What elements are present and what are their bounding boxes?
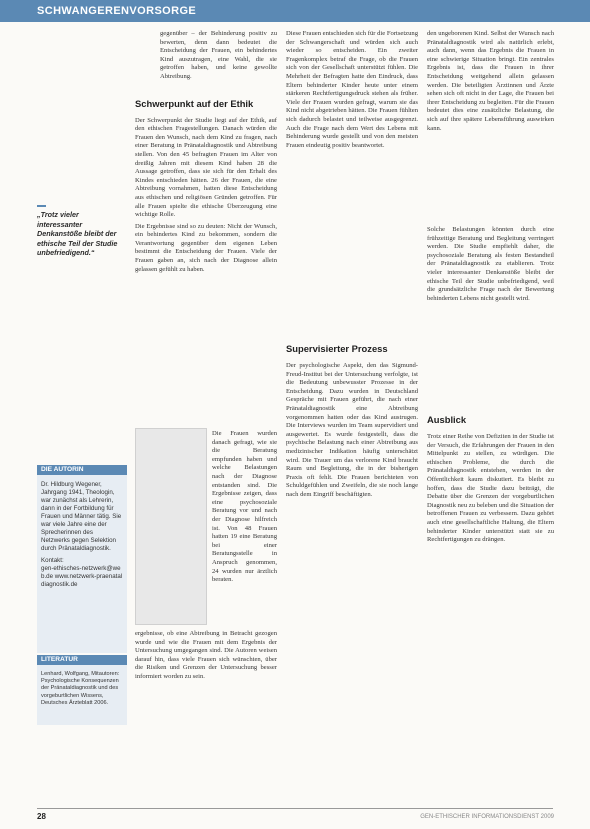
col2-ethik-para: Der Schwerpunkt der Studie liegt auf der Ethik, auf den ethischen Fragestellungen. Danach würden die Frauen den Wunsch, nach dem Kind zu fragen, nach einer Beratung in Pränataldiagnostik und Abtreibung stellen. Von den 45 befragten Frauen im Alter von dreißig Jahren mit diesem Kind haben 28 die Aussage getroffen, dass sie sich für den Erhalt des Kindes entschieden hätten. 26 der Frauen, die eine Abtreibung vornahmen, hatten diese Entscheidung aus ethischen und religiösen Gründen getroffen. Für alle Frauen spielte die ethische Überzeugung eine wichtige Rolle. <box>135 116 277 219</box>
author-box <box>37 465 127 653</box>
text-column-2-bottom <box>135 630 277 800</box>
col3-intro: Diese Frauen entschieden sich für die Fortsetzung der Schwangerschaft und würden sich auch wieder so entscheiden. Ein zweiter Fragenkomplex betraf die Frage, ob die Frauen sich von der Gesellschaft unterstützt fühlen. Die Mehrheit der Befragten hatte den Eindruck, dass Eltern behinderter Kinder heute unter einem stärkeren Rechtfertigungsdruck stehen als früher. Viele der Frauen wurden gefragt, warum sie das Kind nicht abgetrieben hätten. Die Frauen fühlten sich dadurch belastet und teilweise ausgegrenzt. Auch die Frage nach dem Wert des Lebens mit Behinderung wurde gestellt und von den meisten Frauen eindeutig positiv beantwortet. <box>286 30 418 149</box>
author-bio: Dr. Hildburg Wegener, Jahrgang 1941, Theologin, war zunächst als Lehrerin, dann in der Fortbildung für Frauen und Männer tätig. Sie war viele Jahre eine der Sprecherinnen des Netzwerks gegen Selektion durch Pränataldiagnostik. <box>41 481 122 552</box>
page-number: 28 <box>37 812 46 821</box>
col4-mid: Solche Belastungen könnten durch eine frühzeitige Beratung und Begleitung verringert werden. Die Studie empfiehlt daher, die psychosoziale Beratung als festen Bestandteil der Pränataldiagnostik zu etablieren. Trotz vieler interessanter Denkanstöße bleibt der ethische Teil der Studie unbefriedigend, weil die grundsätzliche Frage nach der Bewertung behinderten Lebens nicht gestellt wird. <box>427 226 554 302</box>
author-contact-label: Kontakt: <box>41 557 64 564</box>
magazine-name: GEN-ETHISCHER INFORMATIONSDIENST 2009 <box>420 814 554 820</box>
pull-quote-text: „Trotz vieler interessanter Denkanstöße bleibt der ethische Teil der Studie unbefriedigend.“ <box>37 210 118 258</box>
image-placeholder <box>135 428 207 625</box>
section-header-bar <box>0 0 590 22</box>
col4-ausblick-para: Trotz einer Reihe von Defiziten in der Studie ist der Versuch, die Erfahrungen der Frauen in den Mittelpunkt zu stellen, zu würdigen. Die ethischen Probleme, die durch die Pränataldiagnostik entstehen, werden in der Öffentlichkeit kaum diskutiert. Es bleibt zu hoffen, dass die Studie dazu beiträgt, die Debatte über die Grenzen der vorgeburtlichen Diagnostik neu zu beleben und die Situation der betroffenen Frauen zu verbessern. Dazu gehört auch eine gesellschaftliche Haltung, die Eltern behinderter Kinder unterstützt statt sie zu Rechtfertigungen zu drängen. <box>427 433 554 544</box>
col2-bottom-para: ergebnisse, ob eine Abtreibung in Betracht gezogen wurde und wie die Frauen mit dem Ergebnis der Untersuchung umgegangen sind. Die Autoren weisen darauf hin, dass viele Frauen sich wünschten, über die Risiken und Grenzen der Untersuchung besser informiert worden zu sein. <box>135 630 277 680</box>
pull-quote <box>37 205 119 258</box>
literature-text: Lenhard, Wolfgang, Mitautoren: Psychologische Konsequenzen der Pränataldiagnostik und des vorgeburtlichen Wissens, Deutsches Ärzteblatt 2006. <box>41 671 120 706</box>
text-column-3 <box>286 30 418 800</box>
col2-intro: gegenüber – der Behinderung positiv zu bewerten, denn dann bedeutet die Entscheidung der Frauen, ein behindertes Kind auszutragen, eine Wahl, die sie getroffen haben, und keine gewollte Abtreibung. <box>160 30 277 80</box>
page-footer <box>0 808 590 829</box>
col3-prozess-para: Der psychologische Aspekt, den das Sigmund-Freud-Institut bei der Untersuchung verfolgte, ist die Bedeutung unbewusster Prozesse in der Entscheidung. Dazu wurden in Deutschland Gespräche mit Frauen geführt, die nach einer Pränataldiagnostik eine Abtreibung vorgenommen hatten oder das Kind austrugen. Die Interviews wurden im Team supervidiert und ausgewertet. Es wurde festgestellt, dass die psychische Belastung nach einer Abtreibung aus medizinischer Indikation häufig unterschätzt wird. Die Trauer um das verlorene Kind braucht Raum und Begleitung, die in der bisherigen Praxis oft fehlt. Die Frauen berichteten von Schuldgefühlen und Zweifeln, die sie noch lange nach dem Eingriff beschäftigten. <box>286 362 418 498</box>
col2-narrow-para: Die Frauen wurden danach gefragt, wie sie die Beratung empfunden haben und welche Belastungen nach der Diagnose entstanden sind. Die Ergebnisse zeigen, dass eine psychosoziale Beratung vor und nach der Diagnose hilfreich ist. Von 48 Frauen hatten 19 eine Beratung bei einer Beratungsstelle in Anspruch genommen, 24 wurden nur ärztlich beraten. <box>212 430 277 584</box>
heading-ethik: Schwerpunkt auf der Ethik <box>135 97 254 109</box>
heading-ausblick: Ausblick <box>427 414 467 425</box>
literature-box-title: LITERATUR <box>37 655 127 665</box>
quote-accent <box>37 205 46 207</box>
text-column-2-narrow <box>212 430 277 625</box>
footer-rule <box>37 808 553 809</box>
col2-ethik-para-b: Die Ergebnisse sind so zu deuten: Nicht der Wunsch, ein behindertes Kind zu bekommen, sondern die Verantwortung gegenüber dem eigenen Leben bestimmt die Entscheidung der Frauen. Viele der Frauen gaben an, sich nach der Diagnose allein gelassen gefühlt zu haben. <box>135 222 277 273</box>
text-column-4 <box>427 30 554 800</box>
author-box-title: DIE AUTORIN <box>37 465 127 475</box>
author-contact-link[interactable]: gen-ethisches-netzwerk@web.de www.netzwerk-praenataldiagnostik.de <box>41 565 123 588</box>
col4-intro: den ungeborenen Kind. Selbst der Wunsch nach Pränataldiagnostik wird als natürlich erlebt, auch dann, wenn das Ergebnis die Frauen in eine schwierige Situation bringt. Ein zentrales Ergebnis ist, dass die Frauen in ihrer Entscheidung weitgehend allein gelassen werden. Die beteiligten Ärztinnen und Ärzte sehen sich oft nicht in der Lage, die Frauen bei ihrer Entscheidung zu begleiten. Für die Frauen bedeutet dies eine zusätzliche Belastung, die sich auf ihre spätere Lebensführung auswirken kann. <box>427 30 554 132</box>
literature-box <box>37 655 127 725</box>
heading-prozess: Supervisierter Prozess <box>286 343 388 354</box>
section-kicker: SCHWANGERENVORSORGE <box>37 5 197 17</box>
